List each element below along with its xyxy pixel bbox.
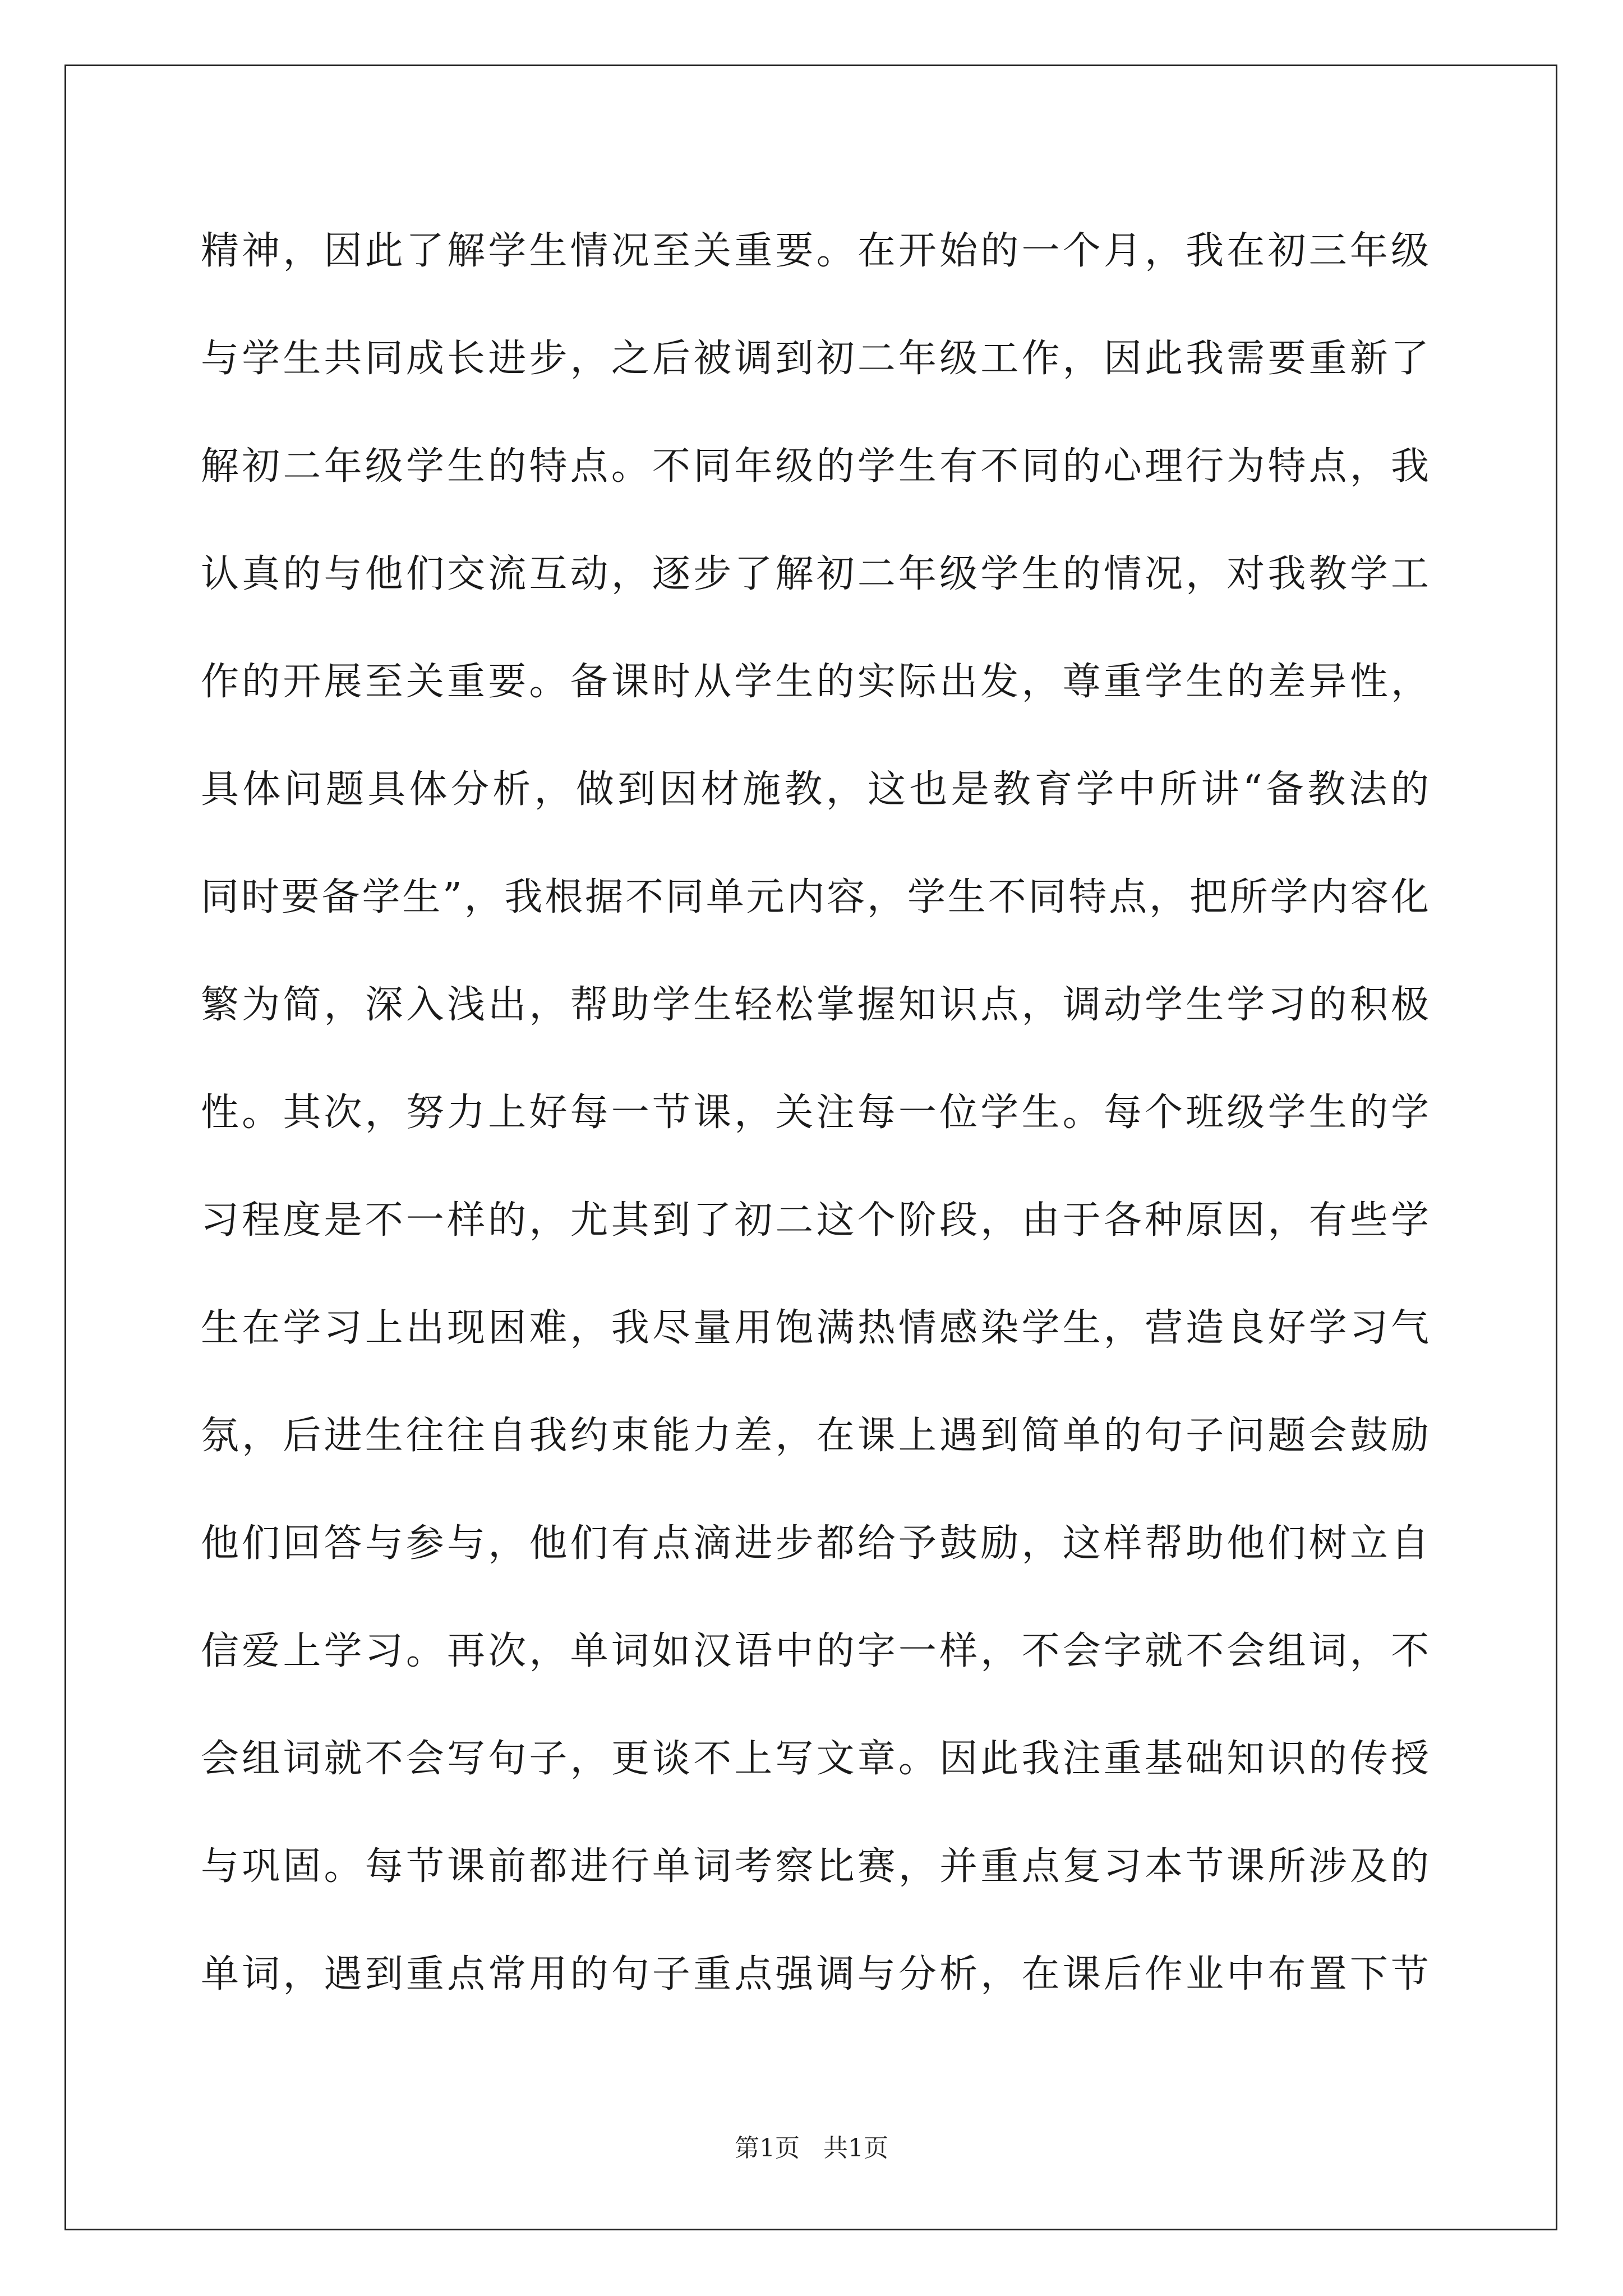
text-line: 繁为简，深入浅出，帮助学生轻松掌握知识点，调动学生学习的积极 [201, 983, 1429, 1027]
page-number: 第1页 [735, 2134, 800, 2162]
page-footer [0, 2132, 1623, 2165]
document-body [201, 218, 1429, 2049]
text-line: 氛，后进生往往自我约束能力差，在课上遇到简单的句子问题会鼓励 [201, 1414, 1429, 1458]
text-line: 与学生共同成长进步，之后被调到初二年级工作，因此我需要重新了 [201, 337, 1429, 381]
text-line: 单词，遇到重点常用的句子重点强调与分析，在课后作业中布置下节 [201, 1952, 1429, 1996]
text-line: 与巩固。每节课前都进行单词考察比赛，并重点复习本节课所涉及的 [201, 1844, 1429, 1889]
text-line: 性。其次，努力上好每一节课，关注每一位学生。每个班级学生的学 [201, 1091, 1429, 1135]
text-line: 生在学习上出现困难，我尽量用饱满热情感染学生，营造良好学习气 [201, 1306, 1429, 1350]
text-line: 认真的与他们交流互动，逐步了解初二年级学生的情况，对我教学工 [201, 552, 1429, 596]
text-line: 具体问题具体分析，做到因材施教，这也是教育学中所讲“备教法的 [201, 767, 1429, 812]
text-line: 会组词就不会写句子，更谈不上写文章。因此我注重基础知识的传授 [201, 1737, 1429, 1781]
page-total: 共1页 [823, 2134, 888, 2162]
text-line: 同时要备学生”，我根据不同单元内容，学生不同特点，把所学内容化 [201, 875, 1429, 919]
text-line: 信爱上学习。再次，单词如汉语中的字一样，不会字就不会组词，不 [201, 1629, 1429, 1673]
text-line: 他们回答与参与，他们有点滴进步都给予鼓励，这样帮助他们树立自 [201, 1521, 1429, 1566]
text-line: 精神，因此了解学生情况至关重要。在开始的一个月，我在初三年级 [201, 229, 1429, 273]
text-line: 习程度是不一样的，尤其到了初二这个阶段，由于各种原因，有些学 [201, 1198, 1429, 1243]
text-line: 作的开展至关重要。备课时从学生的实际出发，尊重学生的差异性， [201, 660, 1429, 704]
text-line: 解初二年级学生的特点。不同年级的学生有不同的心理行为特点，我 [201, 444, 1429, 489]
